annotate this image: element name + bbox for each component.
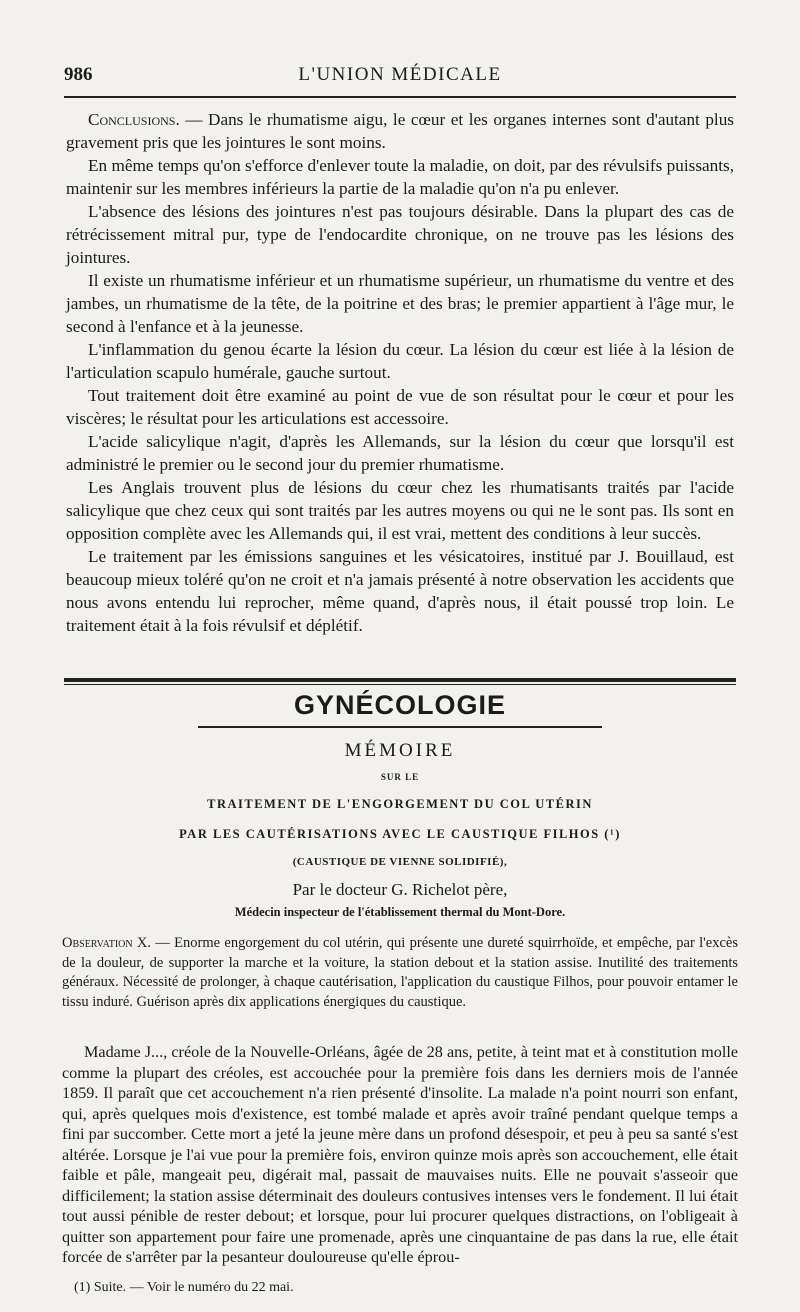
paragraph: Le traitement par les émissions sanguines et les vésicatoires, institué par J. Bouillaud, est beaucoup mieux toléré qu'on ne croit et n'a jamais présenté à notre observation les accidents que nous avons entendu lui reprocher, même quand, d'après nous, il était poussé trop loin. Le traitement était à la fois révulsif et déplétif. bbox=[66, 547, 734, 635]
article-subtitle: (CAUSTIQUE DE VIENNE SOLIDIFIÉ), bbox=[292, 856, 508, 868]
page-number: 986 bbox=[64, 64, 93, 85]
paragraph: L'inflammation du genou écarte la lésion du cœur. La lésion du cœur est liée à la lésion de l'articulation scapulo humérale, gauche surtout. bbox=[66, 340, 734, 382]
paragraph: Il existe un rhumatisme inférieur et un rhumatisme supérieur, un rhumatisme du ventre et des jambes, un rhumatisme de la tête, de la poitrine et des bras; le premier appartient à l'âge mur, le second à l'enfance et à la jeunesse. bbox=[66, 271, 734, 336]
paragraph: Madame J..., créole de la Nouvelle-Orléans, âgée de 28 ans, petite, à teint mat et à constitution molle comme la plupart des créoles, est accouchée pour la première fois dans les derniers mois de l'année 1859. Il paraît que cet accouchement n'a rien présenté d'insolite. La malade n'a point nourri son enfant, qui, après quelques mois d'existence, est tombé malade et après avoir traîné pendant quelque temps a fini par succomber. Cette mort a jeté la jeune mère dans un profond désespoir, et peu à peu sa santé s'est altérée. Lorsque je l'ai vue pour la première fois, environ quinze mois après son accouchement, elle était faible et pâle, mangeait peu, digérait mal, passait de mauvaises nuits. Elle ne pouvait s'asseoir que difficilement; la station assise déterminait des douleurs contusives intenses vers le fondement. Il lui était tout aussi pénible de rester debout; et lorsque, pour lui procurer quelques distractions, on l'obligeait à quitter son appartement pour faire une promenade, après une cinquantaine de pas dans la rue, elle était forcée de s'arrêter par la pesanteur douloureuse qu'elle éprou- bbox=[62, 1043, 738, 1266]
paragraph: En même temps qu'on s'efforce d'enlever toute la maladie, on doit, par des révulsifs puissants, maintenir sur les membres inférieurs la partie de la maladie qu'on n'a pu enlever. bbox=[66, 156, 734, 198]
paragraph bbox=[62, 934, 738, 1012]
case-description bbox=[62, 1042, 738, 1268]
paragraph-label: Conclusions. bbox=[88, 110, 180, 129]
conclusions-section bbox=[66, 108, 734, 637]
observation-label: Observation X. bbox=[62, 935, 152, 951]
paragraph bbox=[66, 108, 734, 154]
running-title: L'UNION MÉDICALE bbox=[298, 64, 502, 85]
section-divider-thin bbox=[64, 684, 736, 685]
sur-le-label: SUR LE bbox=[380, 772, 420, 782]
paragraph: L'absence des lésions des jointures n'est pas toujours désirable. Dans la plupart des cas de rétrécissement mitral pur, type de l'endocardite chronique, on ne trouve pas les lésions des jointures. bbox=[66, 202, 734, 267]
paragraph: Les Anglais trouvent plus de lésions du cœur chez les rhumatisants traités par l'acide salicylique que chez ceux qui sont traités par les autres moyens ou qui ne le sont pas. Ils sont en opposition complète avec les Allemands qui, il est vrai, mettent des conditions à leur succès. bbox=[66, 478, 734, 543]
section-divider bbox=[64, 678, 736, 682]
observation-summary bbox=[62, 934, 738, 1012]
section-heading: GYNÉCOLOGIE bbox=[293, 690, 507, 720]
paragraph: Tout traitement doit être examiné au point de vue de son résultat pour le cœur et pour les viscères; le résultat pour les articulations est accessoire. bbox=[66, 386, 734, 428]
author-line: Par le docteur G. Richelot père, bbox=[292, 880, 508, 899]
article-title-line-1: TRAITEMENT DE L'ENGORGEMENT DU COL UTÉRIN bbox=[207, 797, 593, 811]
memoire-heading: MÉMOIRE bbox=[344, 740, 456, 761]
footnote: (1) Suite. — Voir le numéro du 22 mai. bbox=[74, 1280, 294, 1295]
header-rule bbox=[64, 96, 736, 98]
article-title-line-2: PAR LES CAUTÉRISATIONS AVEC LE CAUSTIQUE FILHOS (¹) bbox=[179, 827, 621, 841]
section-heading-rule bbox=[198, 726, 602, 728]
paragraph-text: — Dans le rhumatisme aigu, le cœur et les organes internes sont d'autant plus gravement pris que les jointures le sont moins. bbox=[66, 110, 734, 152]
author-affiliation: Médecin inspecteur de l'établissement thermal du Mont-Dore. bbox=[234, 905, 566, 919]
paragraph: L'acide salicylique n'agit, d'après les Allemands, sur la lésion du cœur que lorsqu'il est administré le premier ou le second jour du premier rhumatisme. bbox=[66, 432, 734, 474]
observation-text: — Enorme engorgement du col utérin, qui présente une dureté squirrhoïde, et empêche, par l'excès de la douleur, de supporter la marche et la voiture, la station debout et la station assise. Inutilité des traitements généraux. Nécessité de prolonger, à chaque cautérisation, l'application du caustique Filhos, pour pouvoir entamer le tissu induré. Guérison après dix applications énergiques du caustique. bbox=[62, 935, 738, 1010]
